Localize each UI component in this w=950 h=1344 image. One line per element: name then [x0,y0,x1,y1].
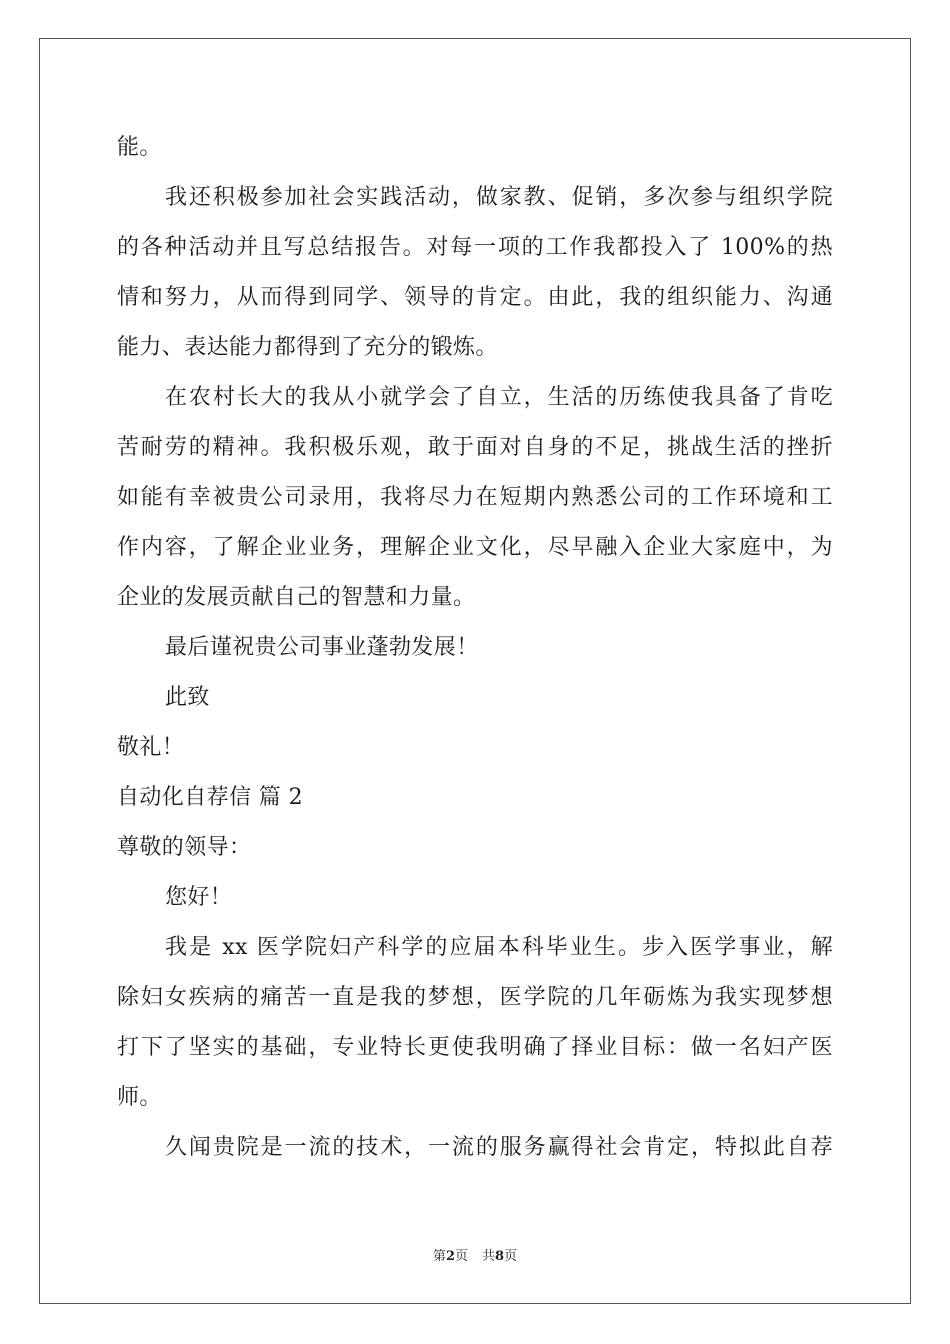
text-line: 能力、表达能力都得到了充分的锻炼。 [117,335,498,360]
page-border [39,38,911,1304]
total-pages-suffix: 页 [504,1249,518,1264]
text-line: 打下了坚实的基础，专业特长更使我明确了择业目标：做一名妇产医 [117,1035,833,1060]
text-line: 尊敬的领导： [117,835,252,860]
text-line: 师。 [117,1085,162,1110]
text-line: 敬礼！ [117,735,185,760]
page-number-prefix: 第 [432,1249,446,1264]
text-line: 我还积极参加社会实践活动，做家教、促销，多次参与组织学院 [165,185,833,210]
text-line: 作内容，了解企业业务，理解企业文化，尽早融入企业大家庭中，为 [117,535,833,560]
text-line: 在农村长大的我从小就学会了自立，生活的历练使我具备了肯吃 [165,385,833,410]
text-line: 能。 [117,135,162,160]
text-line: 久闻贵院是一流的技术，一流的服务赢得社会肯定，特拟此自荐 [165,1135,833,1160]
section-heading: 自动化自荐信 篇 2 [117,785,303,810]
text-line: 此致 [165,685,210,710]
text-line: 的各种活动并且写总结报告。对每一项的工作我都投入了 100%的热 [117,235,833,260]
page-number: 2 [445,1249,455,1264]
text-line: 您好！ [165,885,233,910]
text-line: 除妇女疾病的痛苦一直是我的梦想，医学院的几年砺炼为我实现梦想 [117,985,833,1010]
text-line: 最后谨祝贵公司事业蓬勃发展！ [165,635,479,660]
text-line: 苦耐劳的精神。我积极乐观，敢于面对自身的不足，挑战生活的挫折 [117,435,833,460]
page-number-suffix: 页 [454,1249,468,1264]
text-line: 我是 xx 医学院妇产科学的应届本科毕业生。步入医学事业，解 [165,935,833,960]
text-line: 情和努力，从而得到同学、领导的肯定。由此，我的组织能力、沟通 [117,285,833,310]
text-line: 企业的发展贡献自己的智慧和力量。 [117,585,476,610]
total-pages-prefix: 共 [482,1249,496,1264]
text-line: 如能有幸被贵公司录用，我将尽力在短期内熟悉公司的工作环境和工 [117,485,833,510]
total-pages: 8 [495,1249,505,1264]
page-footer [0,1248,950,1266]
